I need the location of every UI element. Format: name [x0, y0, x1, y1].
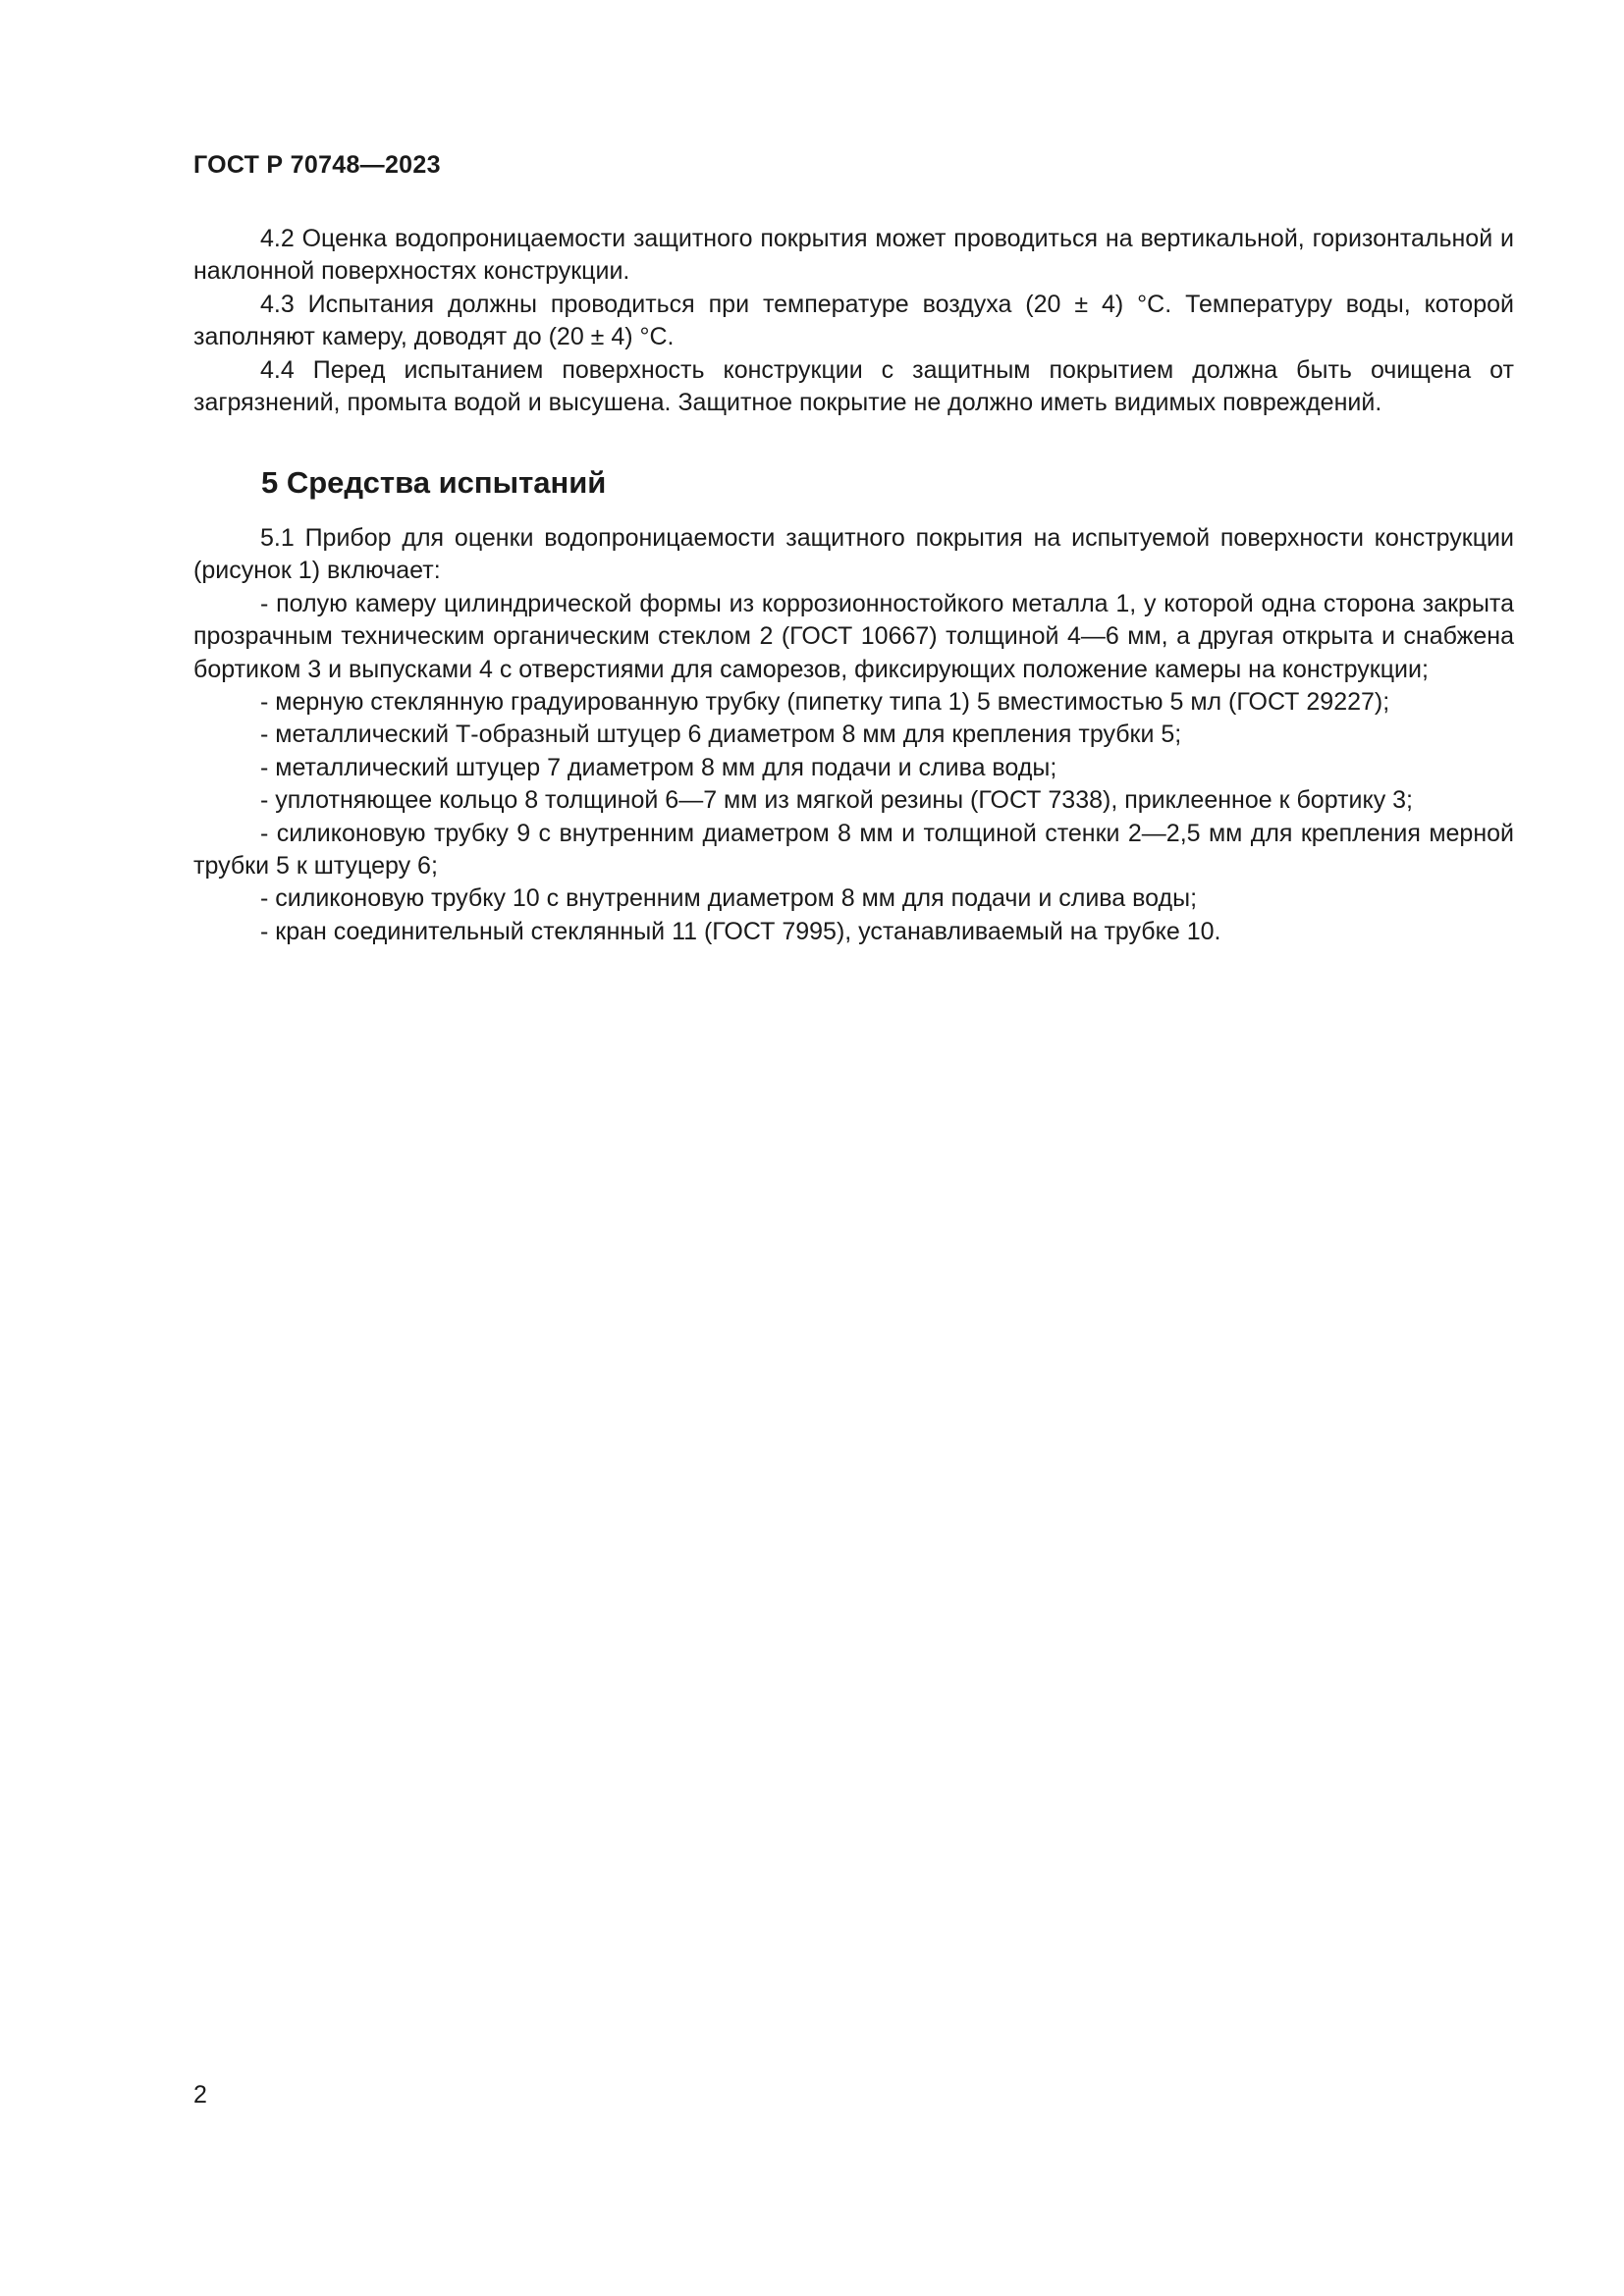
section-5-text [193, 522, 1514, 948]
section-5-title: 5 Средства испытаний [261, 465, 607, 500]
page-number: 2 [193, 2081, 207, 2109]
list-item: - кран соединительный стеклянный 11 (ГОСТ 7995), устанавливаемый на трубке 10. [260, 917, 1221, 945]
paragraph-4-3: 4.3 Испытания должны проводиться при температуре воздуха (20 ± 4) °С. Температуру воды, которой заполняют камеру, доводят до (20 ± 4) °С. [193, 290, 1514, 351]
document-code-header: ГОСТ Р 70748—2023 [193, 151, 441, 179]
list-item: - металлический штуцер 7 диаметром 8 мм для подачи и слива воды; [260, 753, 1057, 781]
list-item: - уплотняющее кольцо 8 толщиной 6—7 мм из мягкой резины (ГОСТ 7338), приклеенное к бортику 3; [260, 786, 1413, 815]
list-item: - мерную стеклянную градуированную трубку (пипетку типа 1) 5 вместимостью 5 мл (ГОСТ 29227); [260, 688, 1390, 717]
paragraph-4-4: 4.4 Перед испытанием поверхность конструкции с защитным покрытием должна быть очищена от загрязнений, промыта водой и высушена. Защитное покрытие не должно иметь видимых повреждений. [193, 355, 1514, 417]
list-item: - полую камеру цилиндрической формы из коррозионностойкого металла 1, у которой одна сторона закрыта прозрачным техническим органическим стеклом 2 (ГОСТ 10667) толщиной 4—6 мм, а другая открыта и снабжена бортиком 3 и выпусками 4 с отверстиями для саморезов, фиксирующих положение камеры на конструкции; [193, 589, 1514, 683]
list-item: - металлический Т-образный штуцер 6 диаметром 8 мм для крепления трубки 5; [260, 721, 1182, 749]
list-item: - силиконовую трубку 9 с внутренним диаметром 8 мм и толщиной стенки 2—2,5 мм для крепления мерной трубки 5 к штуцеру 6; [193, 819, 1514, 881]
section-4-text [193, 223, 1514, 419]
list-item: - силиконовую трубку 10 с внутренним диаметром 8 мм для подачи и слива воды; [260, 884, 1198, 913]
paragraph-5-1: 5.1 Прибор для оценки водопроницаемости защитного покрытия на испытуемой поверхности конструкции (рисунок 1) включает: [193, 524, 1514, 585]
paragraph-4-2: 4.2 Оценка водопроницаемости защитного покрытия может проводиться на вертикальной, горизонтальной и наклонной поверхностях конструкции. [193, 225, 1514, 286]
